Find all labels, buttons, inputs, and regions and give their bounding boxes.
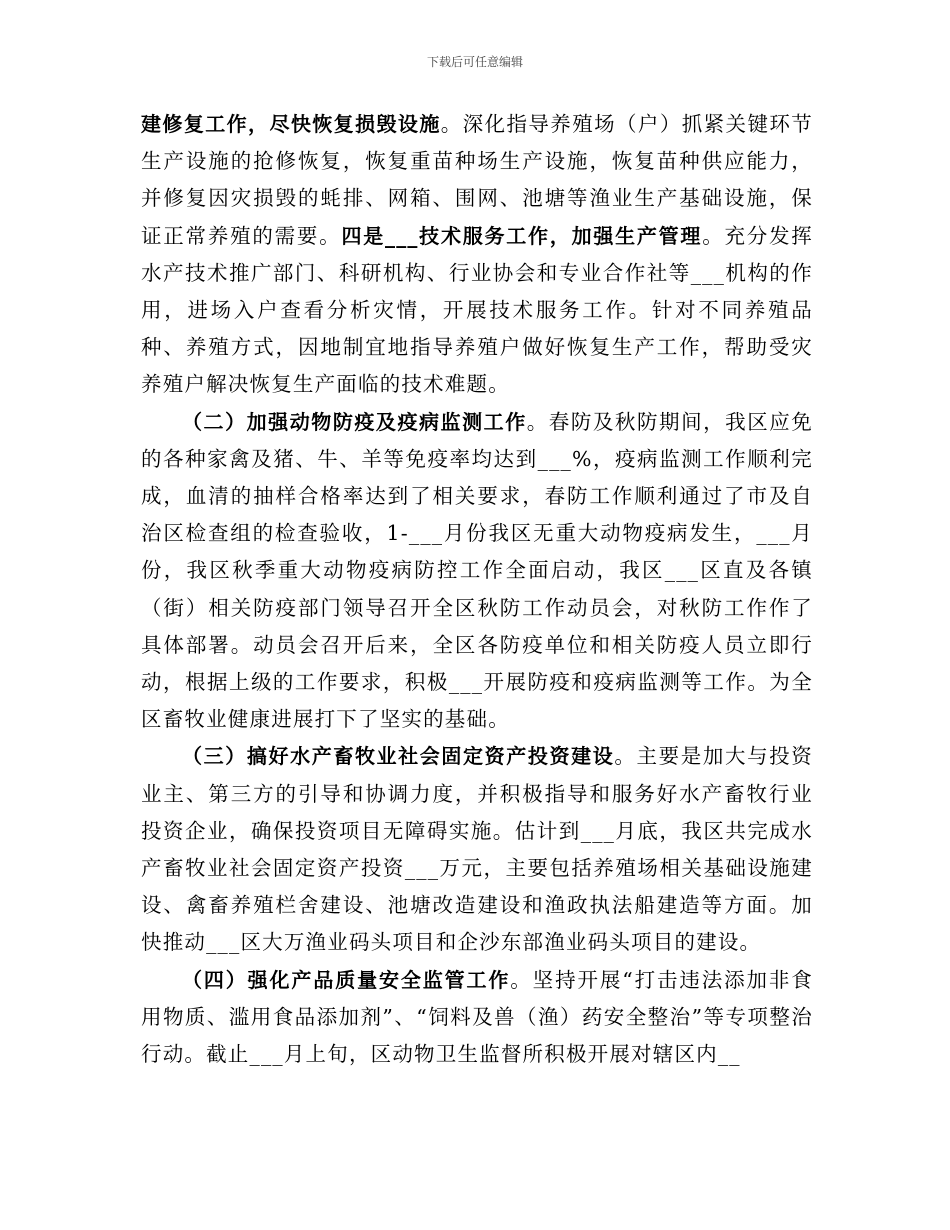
paragraph-text: 。深化指导养殖场（户）抓紧关键环节生产设施的抢修恢复，恢复重苗种场生产设施，恢复苗种供应能力，并修复因灾损毁的蚝排、网箱、围网、池塘等渔业生产基础设施，保证正常养殖的需要。 bbox=[141, 112, 813, 248]
paragraph-text: 。主要是加大与投资业主、第三方的引导和协调力度，并积极指导和服务好水产畜牧行业投资企业，确保投资项目无障碍实施。估计到___月底，我区共完成水产畜牧业社会固定资产投资___万元，主要包括养殖场相关基础设施建设、禽畜养殖栏舍建设、池塘改造建设和渔政执法船建造等方面。加快推动___区大万渔业码头项目和企沙东部渔业码头项目的建设。 bbox=[141, 744, 813, 955]
document-body bbox=[141, 106, 813, 1073]
section-heading: （四）强化产品质量安全监管工作 bbox=[182, 967, 511, 992]
page-header: 下载后可任意编辑 bbox=[426, 55, 523, 69]
paragraph-3 bbox=[141, 738, 813, 961]
bold-heading: 四是___技术服务工作，加强生产管理 bbox=[341, 223, 703, 248]
paragraph-text: 。坚持开展“打击违法添加非食用物质、滥用食品添加剂”、“饲料及兽（渔）药安全整治”等专项整治行动。截止___月上旬，区动物卫生监督所积极开展对辖区内__ bbox=[141, 967, 813, 1067]
section-heading: （三）搞好水产畜牧业社会固定资产投资建设 bbox=[182, 744, 615, 769]
paragraph-text: 。充分发挥水产技术推广部门、科研机构、行业协会和专业合作社等___机构的作用，进场入户查看分析灾情，开展技术服务工作。针对不同养殖品种、养殖方式，因地制宜地指导养殖户做好恢复生产工作，帮助受灾养殖户解决恢复生产面临的技术难题。 bbox=[141, 223, 813, 397]
paragraph-text: 。春防及秋防期间，我区应免的各种家禽及猪、牛、羊等免疫率均达到___%，疫病监测工作顺利完成，血清的抽样合格率达到了相关要求，春防工作顺利通过了市及自治区检查组的检查验收，1-___月份我区无重大动物疫病发生，___月份，我区秋季重大动物疫病防控工作全面启动，我区___区直及各镇（街）相关防疫部门领导召开全区秋防工作动员会，对秋防工作作了具体部署。动员会召开后来，全区各防疫单位和相关防疫人员立即行动，根据上级的工作要求，积极___开展防疫和疫病监测等工作。为全区畜牧业健康进展打下了坚实的基础。 bbox=[141, 409, 814, 732]
paragraph-1 bbox=[141, 106, 813, 404]
section-heading: （二）加强动物防疫及疫病监测工作 bbox=[182, 409, 527, 434]
paragraph-4 bbox=[141, 962, 813, 1074]
paragraph-2 bbox=[141, 404, 813, 739]
bold-heading: 建修复工作，尽快恢复损毁设施 bbox=[141, 112, 441, 136]
